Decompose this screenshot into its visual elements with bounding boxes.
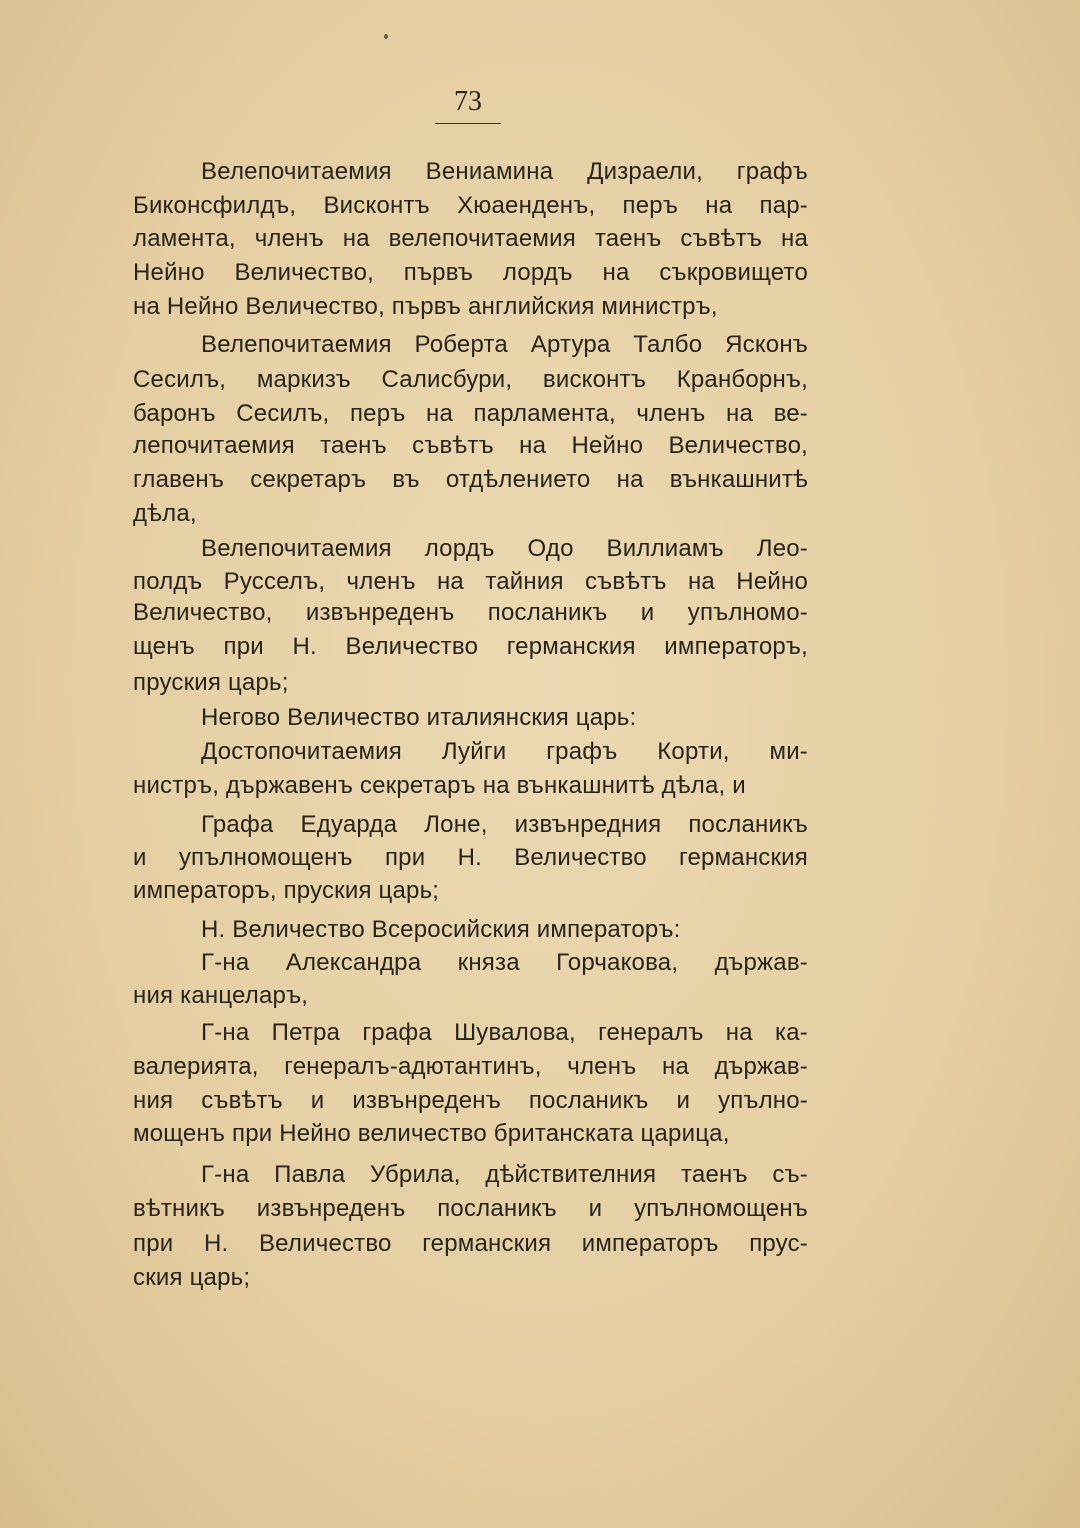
text-line: Биконсфилдъ, Висконтъ Хюаенденъ, перъ на пар- [133, 192, 808, 219]
text-line: ния съвѣтъ и извънреденъ посланикъ и упълно- [133, 1087, 808, 1114]
text-line: Г-на Павла Убрила, дѣйствителния таенъ съ- [201, 1161, 808, 1188]
text-line: при Н. Величество германския императоръ прус- [133, 1230, 808, 1257]
text-line: пруския царь; [133, 669, 289, 696]
text-line: щенъ при Н. Величество германския императоръ, [133, 633, 808, 660]
text-line: дѣла, [133, 500, 197, 527]
text-line: полдъ Русселъ, членъ на тайния съвѣтъ на Нейно [133, 568, 808, 595]
text-line: Графа Едуарда Лоне, извънредния посланикъ [201, 811, 808, 838]
page-number-rule [435, 123, 501, 124]
text-line: Велепочитаемия Роберта Артура Талбо Ясконъ [201, 331, 808, 358]
text-line: Г-на Александра княза Горчакова, държав- [201, 949, 808, 976]
text-line: нистръ, държавенъ секретаръ на вънкашнитѣ дѣла, и [133, 772, 746, 799]
text-line: Велепочитаемия Вениамина Дизраели, графъ [201, 158, 808, 185]
text-line: валерията, генералъ-адютантинъ, членъ на държав- [133, 1053, 808, 1080]
text-line: ския царь; [133, 1264, 251, 1291]
text-line: Г-на Петра графа Шувалова, генералъ на ка- [201, 1019, 808, 1046]
text-line: вѣтникъ извънреденъ посланикъ и упълномощенъ [133, 1195, 808, 1222]
text-line: императоръ, пруския царь; [133, 877, 440, 904]
text-line: Достопочитаемия Луйги графъ Корти, ми- [201, 738, 808, 765]
text-line: Велепочитаемия лордъ Одо Виллиамъ Лео- [201, 535, 808, 562]
text-line: на Нейно Величество, първъ английския министръ, [133, 293, 718, 320]
text-line: ния канцеларъ, [133, 982, 309, 1009]
paper-speck [384, 34, 388, 39]
text-line: и упълномощенъ при Н. Величество германския [133, 844, 808, 871]
text-line: ламента, членъ на велепочитаемия таенъ съвѣтъ на [133, 225, 808, 252]
text-line: Нейно Величество, първъ лордъ на съкровището [133, 259, 808, 286]
text-line: Сесилъ, маркизъ Салисбури, висконтъ Кранборнъ, [133, 366, 808, 393]
text-line: мощенъ при Нейно величество британската царица, [133, 1120, 730, 1147]
text-line: главенъ секретаръ въ отдѣлението на вънкашнитѣ [133, 466, 808, 493]
text-line: Н. Величество Всеросийския императоръ: [201, 916, 681, 943]
text-line: Величество, извънреденъ посланикъ и упълномо- [133, 599, 808, 626]
text-line: лепочитаемия таенъ съвѣтъ на Нейно Величество, [133, 432, 808, 459]
text-line: баронъ Сесилъ, перъ на парламента, членъ на ве- [133, 400, 808, 427]
page-number: 73 [454, 86, 482, 117]
text-line: Негово Величество италиянския царь: [201, 704, 637, 731]
